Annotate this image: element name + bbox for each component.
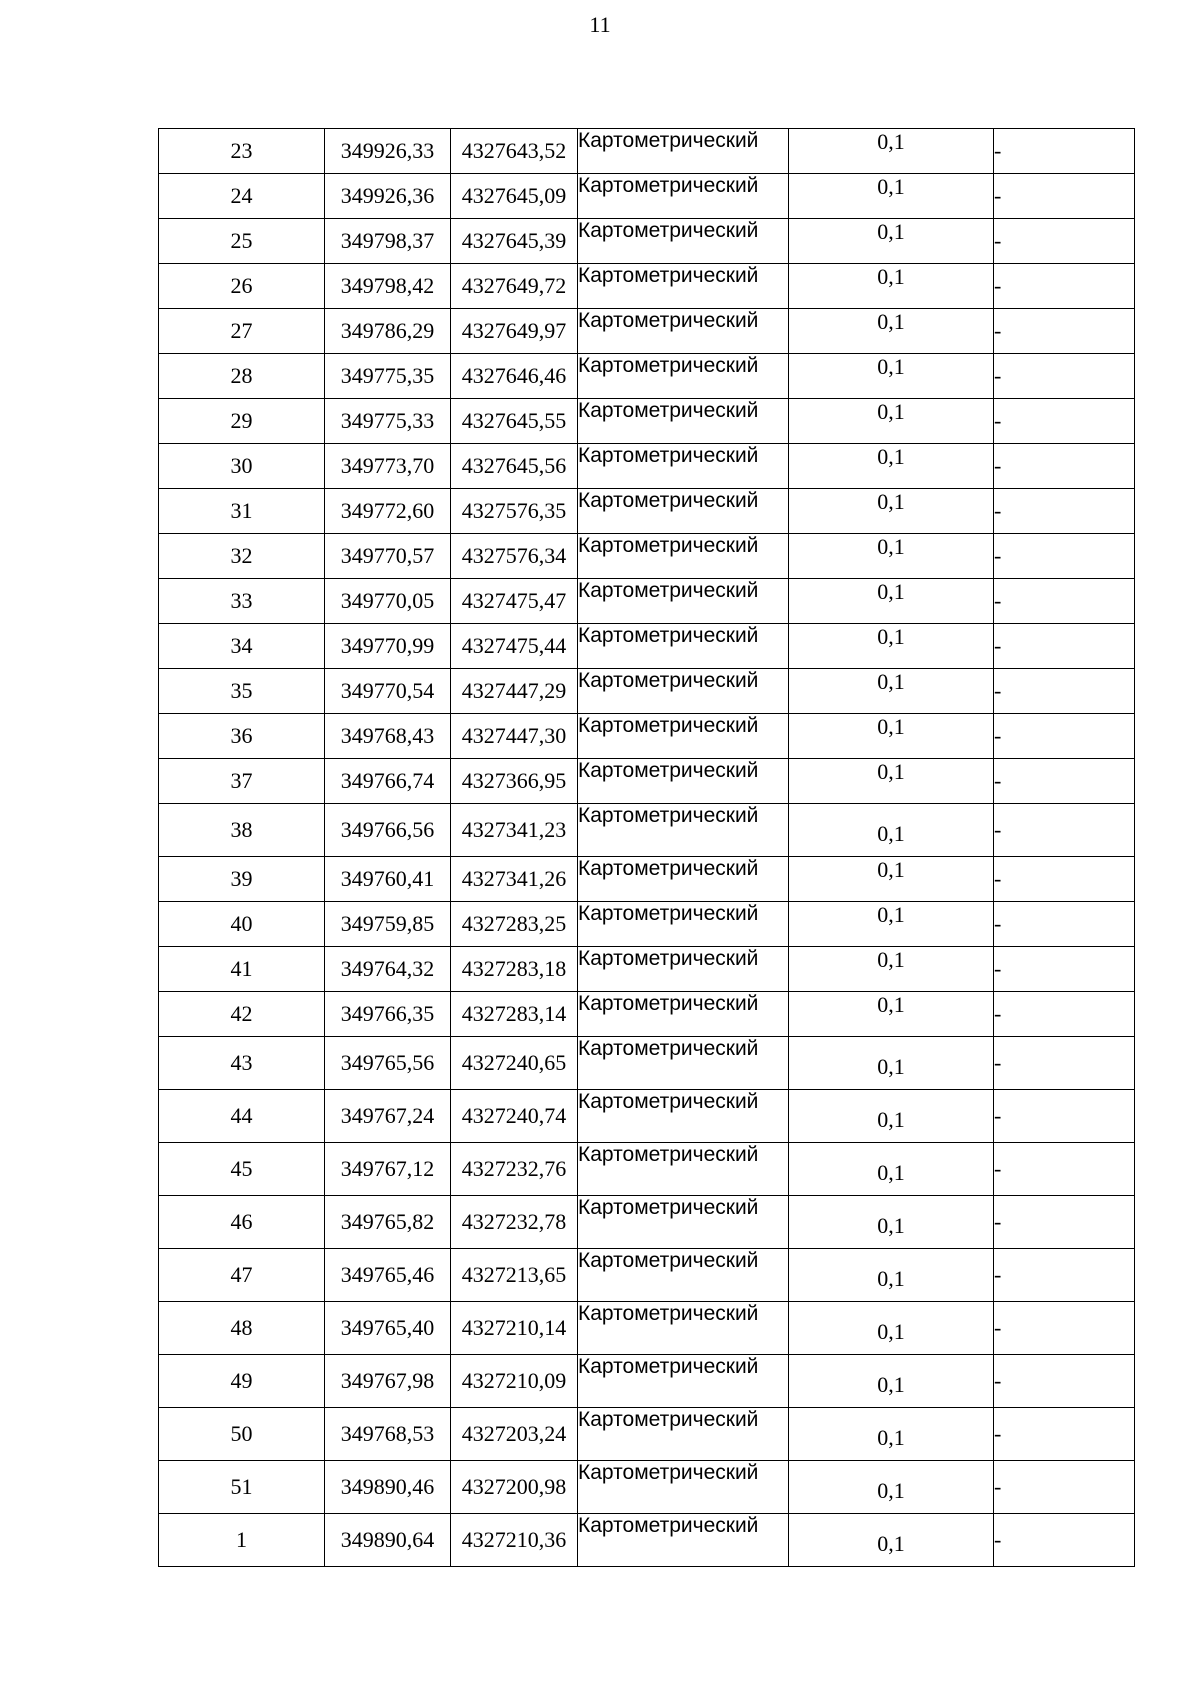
accuracy-cell: 0,1: [789, 1461, 994, 1514]
accuracy-cell: 0,1: [789, 1037, 994, 1090]
method-cell: Картометрический: [578, 444, 789, 489]
x-coordinate-cell: 349766,74: [325, 759, 451, 804]
note-cell: -: [994, 1037, 1135, 1090]
note-cell: -: [994, 1143, 1135, 1196]
point-number-cell: 40: [159, 902, 325, 947]
point-number-cell: 25: [159, 219, 325, 264]
method-cell: Картометрический: [578, 309, 789, 354]
table-row: [159, 579, 1135, 624]
point-number-cell: 43: [159, 1037, 325, 1090]
method-cell: Картометрический: [578, 489, 789, 534]
method-cell: Картометрический: [578, 1514, 789, 1567]
point-number-cell: 34: [159, 624, 325, 669]
x-coordinate-cell: 349798,42: [325, 264, 451, 309]
accuracy-cell: 0,1: [789, 669, 994, 714]
x-coordinate-cell: 349760,41: [325, 857, 451, 902]
y-coordinate-cell: 4327341,23: [451, 804, 578, 857]
point-number-cell: 48: [159, 1302, 325, 1355]
x-coordinate-cell: 349765,46: [325, 1249, 451, 1302]
method-cell: Картометрический: [578, 1037, 789, 1090]
table-row: [159, 1408, 1135, 1461]
table-row: [159, 1196, 1135, 1249]
method-cell: Картометрический: [578, 1196, 789, 1249]
x-coordinate-cell: 349773,70: [325, 444, 451, 489]
accuracy-cell: 0,1: [789, 1249, 994, 1302]
note-cell: -: [994, 354, 1135, 399]
method-cell: Картометрический: [578, 669, 789, 714]
y-coordinate-cell: 4327200,98: [451, 1461, 578, 1514]
accuracy-cell: 0,1: [789, 992, 994, 1037]
accuracy-cell: 0,1: [789, 1355, 994, 1408]
page-number: 11: [589, 12, 611, 37]
y-coordinate-cell: 4327283,18: [451, 947, 578, 992]
table-row: [159, 1143, 1135, 1196]
table-row: [159, 902, 1135, 947]
point-number-cell: 42: [159, 992, 325, 1037]
point-number-cell: 31: [159, 489, 325, 534]
y-coordinate-cell: 4327645,56: [451, 444, 578, 489]
x-coordinate-cell: 349767,24: [325, 1090, 451, 1143]
table-row: [159, 1355, 1135, 1408]
y-coordinate-cell: 4327645,39: [451, 219, 578, 264]
table-row: [159, 947, 1135, 992]
accuracy-cell: 0,1: [789, 759, 994, 804]
y-coordinate-cell: 4327283,25: [451, 902, 578, 947]
accuracy-cell: 0,1: [789, 399, 994, 444]
y-coordinate-cell: 4327645,55: [451, 399, 578, 444]
note-cell: -: [994, 129, 1135, 174]
table-row: [159, 624, 1135, 669]
table-row: [159, 1302, 1135, 1355]
note-cell: -: [994, 534, 1135, 579]
y-coordinate-cell: 4327645,09: [451, 174, 578, 219]
y-coordinate-cell: 4327649,97: [451, 309, 578, 354]
note-cell: -: [994, 804, 1135, 857]
note-cell: -: [994, 1090, 1135, 1143]
coordinates-table: [158, 128, 1135, 1567]
y-coordinate-cell: 4327341,26: [451, 857, 578, 902]
point-number-cell: 33: [159, 579, 325, 624]
method-cell: Картометрический: [578, 534, 789, 579]
method-cell: Картометрический: [578, 399, 789, 444]
point-number-cell: 23: [159, 129, 325, 174]
accuracy-cell: 0,1: [789, 1302, 994, 1355]
method-cell: Картометрический: [578, 759, 789, 804]
point-number-cell: 50: [159, 1408, 325, 1461]
method-cell: Картометрический: [578, 902, 789, 947]
accuracy-cell: 0,1: [789, 1408, 994, 1461]
x-coordinate-cell: 349786,29: [325, 309, 451, 354]
method-cell: Картометрический: [578, 1408, 789, 1461]
method-cell: Картометрический: [578, 354, 789, 399]
accuracy-cell: 0,1: [789, 129, 994, 174]
note-cell: -: [994, 444, 1135, 489]
coordinates-table-body: [159, 129, 1135, 1567]
note-cell: -: [994, 309, 1135, 354]
method-cell: Картометрический: [578, 1090, 789, 1143]
y-coordinate-cell: 4327366,95: [451, 759, 578, 804]
y-coordinate-cell: 4327646,46: [451, 354, 578, 399]
accuracy-cell: 0,1: [789, 444, 994, 489]
x-coordinate-cell: 349764,32: [325, 947, 451, 992]
method-cell: Картометрический: [578, 219, 789, 264]
table-row: [159, 1090, 1135, 1143]
accuracy-cell: 0,1: [789, 1143, 994, 1196]
method-cell: Картометрический: [578, 947, 789, 992]
note-cell: -: [994, 174, 1135, 219]
y-coordinate-cell: 4327232,76: [451, 1143, 578, 1196]
point-number-cell: 27: [159, 309, 325, 354]
point-number-cell: 26: [159, 264, 325, 309]
accuracy-cell: 0,1: [789, 804, 994, 857]
point-number-cell: 38: [159, 804, 325, 857]
accuracy-cell: 0,1: [789, 354, 994, 399]
y-coordinate-cell: 4327447,30: [451, 714, 578, 759]
point-number-cell: 44: [159, 1090, 325, 1143]
method-cell: Картометрический: [578, 129, 789, 174]
note-cell: -: [994, 1302, 1135, 1355]
note-cell: -: [994, 1355, 1135, 1408]
x-coordinate-cell: 349890,46: [325, 1461, 451, 1514]
table-row: [159, 129, 1135, 174]
y-coordinate-cell: 4327240,65: [451, 1037, 578, 1090]
method-cell: Картометрический: [578, 1461, 789, 1514]
method-cell: Картометрический: [578, 1249, 789, 1302]
table-row: [159, 857, 1135, 902]
x-coordinate-cell: 349766,35: [325, 992, 451, 1037]
y-coordinate-cell: 4327576,34: [451, 534, 578, 579]
note-cell: -: [994, 857, 1135, 902]
table-row: [159, 219, 1135, 264]
accuracy-cell: 0,1: [789, 624, 994, 669]
note-cell: -: [994, 219, 1135, 264]
y-coordinate-cell: 4327203,24: [451, 1408, 578, 1461]
y-coordinate-cell: 4327475,47: [451, 579, 578, 624]
accuracy-cell: 0,1: [789, 264, 994, 309]
table-row: [159, 354, 1135, 399]
note-cell: -: [994, 714, 1135, 759]
method-cell: Картометрический: [578, 1355, 789, 1408]
x-coordinate-cell: 349770,57: [325, 534, 451, 579]
accuracy-cell: 0,1: [789, 174, 994, 219]
accuracy-cell: 0,1: [789, 219, 994, 264]
method-cell: Картометрический: [578, 174, 789, 219]
accuracy-cell: 0,1: [789, 309, 994, 354]
accuracy-cell: 0,1: [789, 1090, 994, 1143]
x-coordinate-cell: 349768,53: [325, 1408, 451, 1461]
y-coordinate-cell: 4327210,36: [451, 1514, 578, 1567]
point-number-cell: 28: [159, 354, 325, 399]
table-row: [159, 1514, 1135, 1567]
method-cell: Картометрический: [578, 1302, 789, 1355]
y-coordinate-cell: 4327232,78: [451, 1196, 578, 1249]
accuracy-cell: 0,1: [789, 534, 994, 579]
y-coordinate-cell: 4327649,72: [451, 264, 578, 309]
x-coordinate-cell: 349765,82: [325, 1196, 451, 1249]
y-coordinate-cell: 4327213,65: [451, 1249, 578, 1302]
note-cell: -: [994, 399, 1135, 444]
y-coordinate-cell: 4327240,74: [451, 1090, 578, 1143]
table-row: [159, 399, 1135, 444]
accuracy-cell: 0,1: [789, 489, 994, 534]
x-coordinate-cell: 349890,64: [325, 1514, 451, 1567]
point-number-cell: 47: [159, 1249, 325, 1302]
table-row: [159, 669, 1135, 714]
point-number-cell: 51: [159, 1461, 325, 1514]
x-coordinate-cell: 349765,56: [325, 1037, 451, 1090]
accuracy-cell: 0,1: [789, 1514, 994, 1567]
method-cell: Картометрический: [578, 992, 789, 1037]
x-coordinate-cell: 349926,36: [325, 174, 451, 219]
point-number-cell: 30: [159, 444, 325, 489]
accuracy-cell: 0,1: [789, 947, 994, 992]
point-number-cell: 36: [159, 714, 325, 759]
point-number-cell: 37: [159, 759, 325, 804]
note-cell: -: [994, 1196, 1135, 1249]
note-cell: -: [994, 264, 1135, 309]
x-coordinate-cell: 349798,37: [325, 219, 451, 264]
method-cell: Картометрический: [578, 579, 789, 624]
point-number-cell: 1: [159, 1514, 325, 1567]
method-cell: Картометрический: [578, 714, 789, 759]
x-coordinate-cell: 349765,40: [325, 1302, 451, 1355]
point-number-cell: 49: [159, 1355, 325, 1408]
point-number-cell: 46: [159, 1196, 325, 1249]
x-coordinate-cell: 349767,98: [325, 1355, 451, 1408]
method-cell: Картометрический: [578, 804, 789, 857]
table-row: [159, 174, 1135, 219]
note-cell: -: [994, 902, 1135, 947]
method-cell: Картометрический: [578, 1143, 789, 1196]
table-row: [159, 804, 1135, 857]
x-coordinate-cell: 349768,43: [325, 714, 451, 759]
table-row: [159, 1461, 1135, 1514]
y-coordinate-cell: 4327475,44: [451, 624, 578, 669]
x-coordinate-cell: 349766,56: [325, 804, 451, 857]
y-coordinate-cell: 4327210,09: [451, 1355, 578, 1408]
x-coordinate-cell: 349772,60: [325, 489, 451, 534]
x-coordinate-cell: 349770,54: [325, 669, 451, 714]
note-cell: -: [994, 992, 1135, 1037]
point-number-cell: 35: [159, 669, 325, 714]
x-coordinate-cell: 349767,12: [325, 1143, 451, 1196]
table-row: [159, 444, 1135, 489]
y-coordinate-cell: 4327643,52: [451, 129, 578, 174]
note-cell: -: [994, 489, 1135, 534]
y-coordinate-cell: 4327210,14: [451, 1302, 578, 1355]
point-number-cell: 32: [159, 534, 325, 579]
point-number-cell: 45: [159, 1143, 325, 1196]
point-number-cell: 41: [159, 947, 325, 992]
y-coordinate-cell: 4327283,14: [451, 992, 578, 1037]
note-cell: -: [994, 669, 1135, 714]
x-coordinate-cell: 349770,05: [325, 579, 451, 624]
table-row: [159, 759, 1135, 804]
accuracy-cell: 0,1: [789, 1196, 994, 1249]
point-number-cell: 39: [159, 857, 325, 902]
table-row: [159, 489, 1135, 534]
x-coordinate-cell: 349775,33: [325, 399, 451, 444]
note-cell: -: [994, 947, 1135, 992]
table-row: [159, 1037, 1135, 1090]
method-cell: Картометрический: [578, 624, 789, 669]
point-number-cell: 29: [159, 399, 325, 444]
note-cell: -: [994, 624, 1135, 669]
table-row: [159, 534, 1135, 579]
x-coordinate-cell: 349770,99: [325, 624, 451, 669]
table-row: [159, 264, 1135, 309]
y-coordinate-cell: 4327576,35: [451, 489, 578, 534]
note-cell: -: [994, 1249, 1135, 1302]
accuracy-cell: 0,1: [789, 714, 994, 759]
accuracy-cell: 0,1: [789, 579, 994, 624]
note-cell: -: [994, 1408, 1135, 1461]
table-row: [159, 714, 1135, 759]
table-row: [159, 1249, 1135, 1302]
accuracy-cell: 0,1: [789, 857, 994, 902]
x-coordinate-cell: 349775,35: [325, 354, 451, 399]
accuracy-cell: 0,1: [789, 902, 994, 947]
note-cell: -: [994, 1461, 1135, 1514]
note-cell: -: [994, 759, 1135, 804]
method-cell: Картометрический: [578, 857, 789, 902]
table-row: [159, 992, 1135, 1037]
note-cell: -: [994, 1514, 1135, 1567]
table-row: [159, 309, 1135, 354]
method-cell: Картометрический: [578, 264, 789, 309]
note-cell: -: [994, 579, 1135, 624]
x-coordinate-cell: 349759,85: [325, 902, 451, 947]
y-coordinate-cell: 4327447,29: [451, 669, 578, 714]
x-coordinate-cell: 349926,33: [325, 129, 451, 174]
point-number-cell: 24: [159, 174, 325, 219]
